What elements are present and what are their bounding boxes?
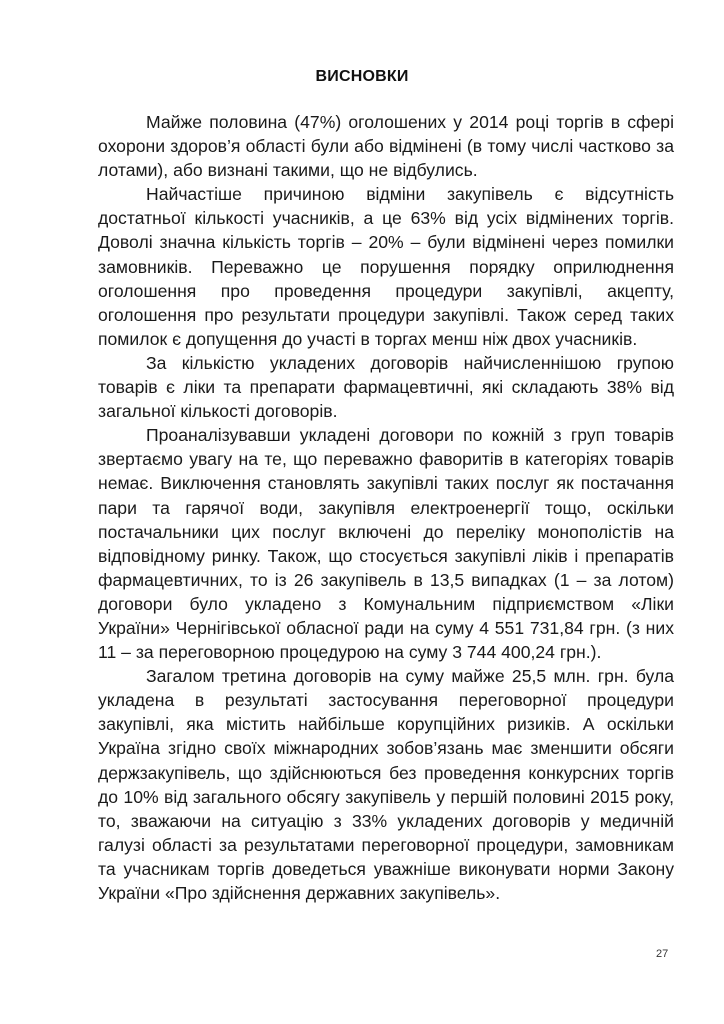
page-number: 27 bbox=[656, 948, 669, 960]
paragraph-1: Майже половина (47%) оголошених у 2014 році торгів в сфері охорони здоров’я області були або відмінені (в тому числі частково за лотами), або визнані такими, що не відбулись. bbox=[98, 112, 674, 181]
paragraph-3: За кількістю укладених договорів найчисленнішою групою товарів є ліки та препарати фармацевтичні, які складають 38% від загальної кількості договорів. bbox=[98, 352, 674, 422]
paragraph-2: Найчастіше причиною відміни закупівель є відсутність достатньої кількості учасників, а це 63% від усіх відмінених торгів. Доволі значна кількість торгів – 20% – були відмінені через помилки замовників. Переважно це порушення порядку оприлюднення оголошення про проведення процедури закупівлі, акцепту, оголошення про результати процедури закупівлі. Також серед таких помилок є допущення до участі в торгах менш ніж двох учасників. bbox=[98, 184, 674, 349]
paragraph-5: Загалом третина договорів на суму майже 25,5 млн. грн. була укладена в результаті застосування переговорної процедури закупівлі, яка містить найбільше корупційних ризиків. А оскільки Україна згідно своїх міжнародних зобов’язань має зменшити обсяги держзакупівель, що здійснюються без проведення конкурсних торгів до 10% від загального обсягу закупівель у першій половині 2015 року, то, зважаючи на ситуацію з 33% укладених договорів у медичній галузі області за результатами переговорної процедури, замовникам та учасникам торгів доведеться уважніше виконувати норми Закону України «Про здійснення державних закупівель». bbox=[98, 666, 674, 903]
paragraph-4: Проаналізувавши укладені договори по кожній з груп товарів звертаємо увагу на те, що переважно фаворитів в категоріях товарів немає. Виключення становлять закупівлі таких послуг як постачання пари та гарячої води, закупівля електроенергії тощо, оскільки постачальники цих послуг включені до переліку монополістів на відповідному ринку. Також, що стосується закупівлі ліків і препаратів фармацевтичних, то із 26 закупівель в 13,5 випадках (1 – за лотом) договори було укладено з Комунальним підприємством «Ліки України» Чернігівської обласної ради на суму 4 551 731,84 грн. (з них 11 – за переговорною процедурою на суму 3 744 400,24 грн.). bbox=[98, 425, 674, 663]
page-title: ВИСНОВКИ bbox=[315, 68, 409, 85]
body-text bbox=[98, 110, 674, 905]
